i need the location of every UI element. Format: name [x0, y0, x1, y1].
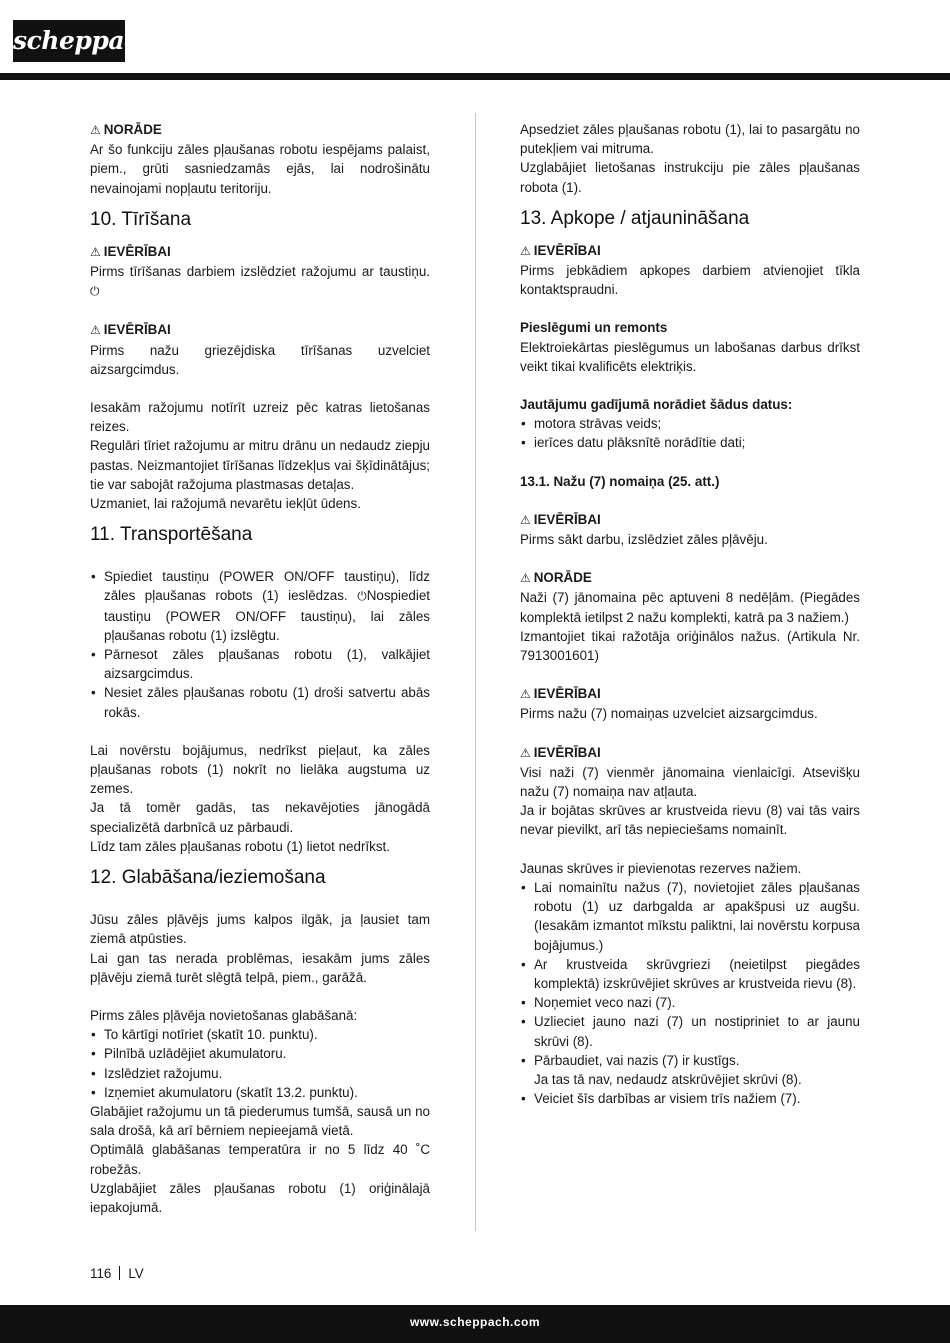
paragraph: Apsedziet zāles pļaušanas robotu (1), lai to pasargātu no putekļiem vai mitruma. — [520, 122, 860, 157]
caution-text: Pirms sākt darbu, izslēdziet zāles pļāvēju. — [520, 532, 768, 548]
transport-list — [90, 567, 430, 722]
subheading: Pieslēgumi un remonts — [520, 320, 668, 336]
paragraph: Optimālā glabāšanas temperatūra ir no 5 līdz 40 ˚C robežās. — [90, 1142, 430, 1177]
section-title-11: 11. Transportēšana — [90, 524, 253, 546]
list-item: • To kārtīgi notīriet (skatīt 10. punktu). — [90, 1025, 430, 1044]
paragraph: Lai gan tas nerada problēmas, iesakām jums zāles pļāvēju ziemā turēt slēgtā telpā, piem., garāžā. — [90, 950, 430, 985]
paragraph: Uzglabājiet lietošanas instrukciju pie zāles pļaušanas robota (1). — [520, 160, 860, 195]
paragraph: Iesakām ražojumu notīrīt uzreiz pēc katras lietošanas reizes. — [90, 400, 430, 435]
paragraph: Elektroiekārtas pieslēgumus un labošanas darbus drīkst veikt tikai kvalificēts elektriķis. — [520, 339, 860, 374]
paragraph: Jūsu zāles pļāvējs jums kalpos ilgāk, ja ļausiet tam ziemā atpūsties. — [90, 912, 430, 947]
replacement-steps — [520, 878, 860, 1108]
note-text: Ar šo funkciju zāles pļaušanas robotu iespējams palaist, piem., grūti sasniedzamās ejās, lai nodrošinātu nevainojami nopļautu teritoriju. — [90, 142, 430, 196]
list-item: • ierīces datu plāksnītē norādītie dati; — [520, 433, 860, 452]
website-url[interactable]: www.scheppach.com — [0, 1305, 950, 1343]
warning-triangle-icon: ⚠ — [90, 123, 101, 137]
caution-text: Visi naži (7) vienmēr jānomaina vienlaicīgi. Atsevišķu nažu (7) nomaiņa nav atļauta. — [520, 764, 860, 800]
footer-separator — [119, 1266, 120, 1280]
right-column — [520, 120, 860, 1108]
paragraph: Jaunas skrūves ir pievienotas rezerves nažiem. — [520, 860, 802, 876]
left-column — [90, 120, 430, 1217]
warning-triangle-icon: ⚠ — [520, 243, 531, 258]
page-number: 116 — [90, 1266, 112, 1281]
warning-triangle-icon: ⚠ — [520, 687, 531, 702]
section-title-12: 12. Glabāšana/ieziemošana — [90, 867, 326, 889]
caution-heading: ⚠ IEVĒRĪBAI — [90, 322, 171, 338]
section-title-10: 10. Tīrīšana — [90, 208, 192, 230]
subheading: Jautājumu gadījumā norādiet šādus datus: — [520, 397, 793, 413]
list-item: • Izslēdziet ražojumu. — [90, 1064, 430, 1083]
language-code: LV — [128, 1266, 144, 1281]
note-heading: ⚠ NORĀDE — [520, 570, 592, 586]
caution-text: Pirms tīrīšanas darbiem izslēdziet ražojumu ar taustiņu. ⏻ — [90, 264, 430, 299]
section-title-13: 13. Apkope / atjaunināšana — [520, 207, 750, 229]
warning-triangle-icon: ⚠ — [520, 745, 531, 760]
header-rule — [0, 73, 950, 80]
list-item: • Pārbaudiet, vai nazis (7) ir kustīgs. Ja tas tā nav, nedaudz atskrūvējiet skrūvi (8). — [520, 1051, 860, 1089]
list-item: • Lai nomainītu nažus (7), novietojiet zāles pļaušanas robotu (1) uz darbgalda ar apakšpusi uz augšu. (Iesakām izmantot mīkstu paliktni, lai novērstu korpusa bojājumus.) — [520, 878, 860, 955]
list-item: • Izņemiet akumulatoru (skatīt 13.2. punktu). — [90, 1083, 430, 1102]
list-item: • Ar krustveida skrūvgriezi (neietilpst piegādes komplektā) izskrūvējiet skrūves ar krustveida rievu (8). — [520, 955, 860, 993]
power-button-icon: ⏻ — [357, 589, 367, 604]
warning-triangle-icon: ⚠ — [90, 323, 101, 338]
list-item: • Pārnesot zāles pļaušanas robotu (1), valkājiet aizsargcimdus. — [90, 645, 430, 683]
power-button-icon: ⏻ — [90, 284, 100, 299]
list-item: • Veiciet šīs darbības ar visiem trīs nažiem (7). — [520, 1089, 860, 1108]
caution-text: Pirms nažu griezējdiska tīrīšanas uzvelciet aizsargcimdus. — [90, 342, 430, 377]
list-item: • Uzlieciet jauno nazi (7) un nostipriniet to ar jaunu skrūvi (8). — [520, 1012, 860, 1050]
note-heading: ⚠ NORĀDE — [90, 122, 162, 137]
note-text: Izmantojiet tikai ražotāja oriģinālos nažus. (Artikula Nr. 7913001601) — [520, 628, 860, 664]
brand-logo: scheppach — [13, 20, 125, 62]
caution-heading: ⚠ IEVĒRĪBAI — [90, 243, 171, 259]
caution-heading: ⚠ IEVĒRĪBAI — [520, 242, 601, 258]
paragraph: Glabājiet ražojumu un tā piederumus tumšā, sausā un no sala drošā, kā arī bērniem nepieejamā vietā. — [90, 1103, 430, 1139]
caution-text: Pirms jebkādiem apkopes darbiem atvienojiet tīkla kontaktspraudni. — [520, 263, 860, 298]
caution-heading: ⚠ IEVĒRĪBAI — [520, 511, 601, 527]
list-item: • motora strāvas veids; — [520, 414, 860, 433]
caution-text: Ja ir bojātas skrūves ar krustveida rievu (8) vai tās vairs nevar pievilkt, arī tās nepieciešams nomainīt. — [520, 803, 860, 838]
paragraph: Ja tā tomēr gadās, tas nekavējoties jānogādā specializētā darbnīcā uz pārbaudi. — [90, 800, 430, 835]
paragraph: Pirms zāles pļāvēja novietošanas glabāšanā: — [90, 1007, 358, 1023]
warning-triangle-icon: ⚠ — [90, 244, 101, 259]
list-item: • Nesiet zāles pļaušanas robotu (1) droši satvertu abās rokās. — [90, 683, 430, 721]
warning-triangle-icon: ⚠ — [520, 571, 531, 586]
page-footer — [90, 1265, 144, 1283]
paragraph: Lai novērstu bojājumus, nedrīkst pieļaut, ka zāles pļaušanas robots (1) nokrīt no lielāka augstuma uz zemes. — [90, 742, 430, 797]
list-item: • Spiediet taustiņu (POWER ON/OFF taustiņu), līdz zāles pļaušanas robots (1) ieslēdzas. ⏻Nospiediet taustiņu (POWER ON/OFF taustiņu), lai zāles pļaušanas robotu (1) izslēgtu. — [90, 567, 430, 645]
paragraph: Līdz tam zāles pļaušanas robotu (1) lietot nedrīkst. — [90, 838, 390, 854]
paragraph: Uzmaniet, lai ražojumā nevarētu iekļūt ūdens. — [90, 496, 361, 512]
caution-heading: ⚠ IEVĒRĪBAI — [520, 686, 601, 702]
caution-heading: ⚠ IEVĒRĪBAI — [520, 744, 601, 760]
paragraph: Uzglabājiet zāles pļaušanas robotu (1) oriģinālajā iepakojumā. — [90, 1180, 430, 1215]
note-text: Naži (7) jānomaina pēc aptuveni 8 nedēļām. (Piegādes komplektā ietilpst 2 nažu komplekti, katrā pa 3 nažiem.) — [520, 590, 860, 625]
list-item: • Pilnībā uzlādējiet akumulatoru. — [90, 1044, 430, 1063]
list-item: • Noņemiet veco nazi (7). — [520, 993, 860, 1012]
warning-triangle-icon: ⚠ — [520, 512, 531, 527]
column-divider — [475, 113, 476, 1231]
storage-list — [90, 1025, 430, 1102]
paragraph: Regulāri tīriet ražojumu ar mitru drānu un nedaudz ziepju pastas. Neizmantojiet tīrīšanas līdzekļus vai šķīdinātājus; tie var sabojāt ražojuma plastmasas detaļas. — [90, 438, 430, 492]
caution-text: Pirms nažu (7) nomaiņas uzvelciet aizsargcimdus. — [520, 706, 818, 722]
subsection-title-13-1: 13.1. Nažu (7) nomaiņa (25. att.) — [520, 473, 720, 489]
data-list — [520, 414, 860, 452]
